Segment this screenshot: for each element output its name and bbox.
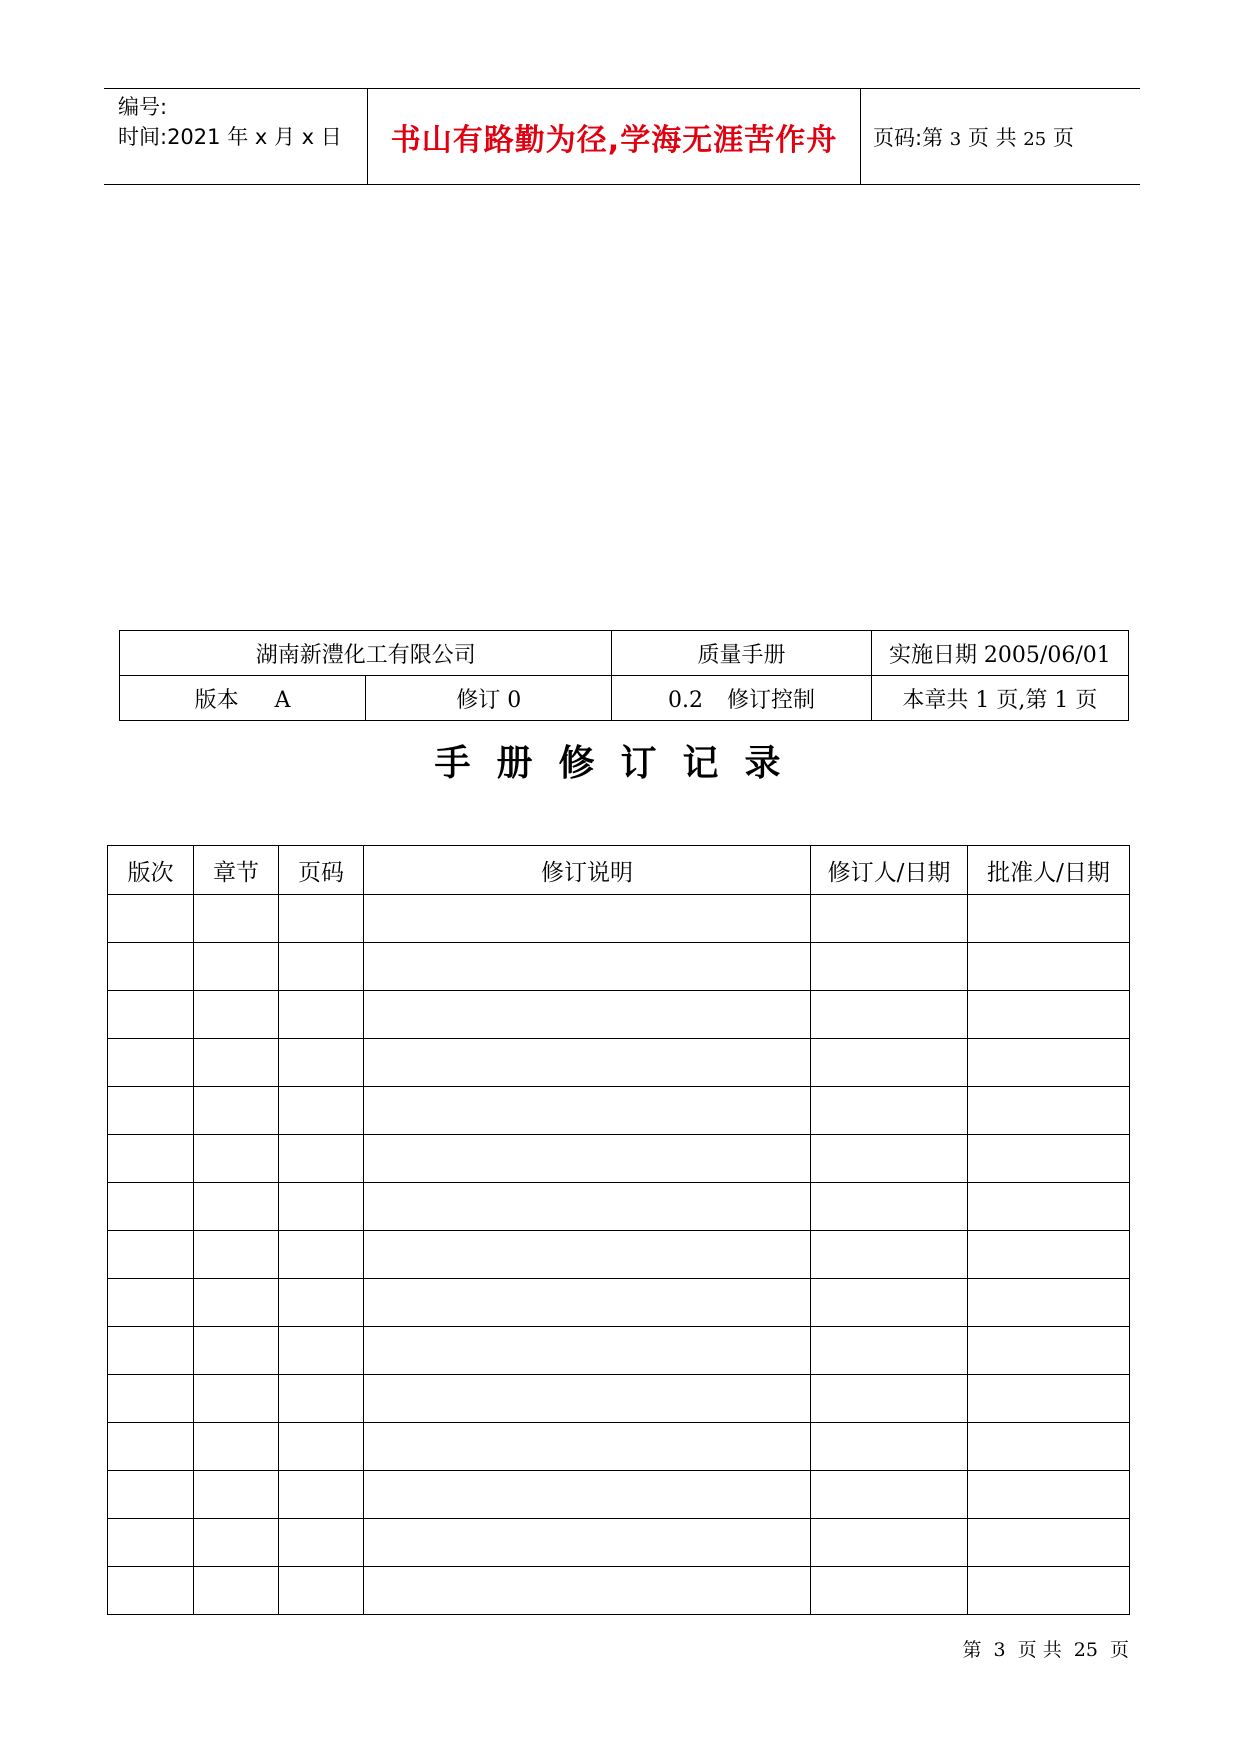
table-cell [811,1183,968,1231]
table-cell [811,1519,968,1567]
effective-date: 实施日期 2005/06/01 [871,631,1128,676]
info-row-1 [120,631,1129,676]
table-row [108,1327,1130,1375]
table-cell [968,943,1130,991]
page-code-label: 页码:第 [873,125,944,150]
table-cell [364,1327,811,1375]
table-cell [364,1279,811,1327]
table-cell [364,1567,811,1615]
table-cell [364,895,811,943]
table-row [108,1471,1130,1519]
table-cell [194,1279,279,1327]
table-cell [279,1135,364,1183]
table-cell [968,1375,1130,1423]
column-header-description: 修订说明 [364,846,811,895]
table-cell [279,1039,364,1087]
table-cell [194,991,279,1039]
column-header-page: 页码 [279,846,364,895]
table-cell [811,1471,968,1519]
table-cell [811,943,968,991]
table-row [108,1519,1130,1567]
table-cell [194,1519,279,1567]
table-row [108,895,1130,943]
table-cell [194,1135,279,1183]
table-cell [279,1567,364,1615]
manual-name: 质量手册 [612,631,871,676]
table-cell [968,1327,1130,1375]
table-cell [364,1375,811,1423]
table-row [108,991,1130,1039]
table-cell [968,1567,1130,1615]
footer-current-page: 3 [993,1639,1006,1661]
table-cell [968,1039,1130,1087]
table-cell [194,1231,279,1279]
table-cell [279,1519,364,1567]
info-row-2 [120,676,1129,721]
table-cell [364,1471,811,1519]
table-row [108,1135,1130,1183]
table-cell [279,895,364,943]
table-cell [108,1423,194,1471]
table-cell [194,1327,279,1375]
version-value: A [274,687,291,713]
table-cell [364,991,811,1039]
header-page-cell [861,89,1140,184]
chapter-pages: 本章共 1 页,第 1 页 [871,676,1128,721]
table-cell [811,1231,968,1279]
table-cell [811,1135,968,1183]
motto-text: 书山有路勤为径,学海无涯苦作舟 [390,122,838,158]
table-cell [968,1519,1130,1567]
table-cell [108,1039,194,1087]
table-cell [811,1423,968,1471]
table-cell [108,943,194,991]
table-cell [108,1327,194,1375]
revision-number: 修订 0 [366,676,612,721]
table-cell [279,1375,364,1423]
time-label: 时间:2021 年 x 月 x 日 [118,125,342,149]
table-cell [108,895,194,943]
table-cell [364,1039,811,1087]
section-cell [612,676,871,721]
page-code-end: 页 [1052,125,1074,150]
table-cell [279,1327,364,1375]
page-title: 手册修订记录 [434,743,807,784]
header-meta-cell [104,89,368,184]
table-row [108,1087,1130,1135]
record-table-body [108,895,1130,1615]
table-cell [364,1423,811,1471]
table-row [108,1279,1130,1327]
table-cell [364,1183,811,1231]
footer-mid: 页 共 [1017,1639,1062,1661]
table-row [108,1039,1130,1087]
table-cell [108,1471,194,1519]
record-header-row [108,846,1130,895]
revision-record-table [107,845,1130,1615]
table-row [108,1183,1130,1231]
table-cell [811,1087,968,1135]
table-cell [194,943,279,991]
table-cell [279,1231,364,1279]
table-cell [279,1183,364,1231]
table-cell [968,895,1130,943]
table-row [108,1423,1130,1471]
table-cell [108,991,194,1039]
table-cell [968,991,1130,1039]
table-cell [364,1087,811,1135]
footer-prefix: 第 [962,1639,982,1661]
table-cell [279,991,364,1039]
footer-total-pages: 25 [1073,1639,1098,1661]
table-cell [279,1279,364,1327]
table-cell [194,1183,279,1231]
column-header-edition: 版次 [108,846,194,895]
column-header-reviser-date: 修订人/日期 [811,846,968,895]
page-footer [956,1635,1129,1662]
table-cell [279,1471,364,1519]
company-name: 湖南新澧化工有限公司 [120,631,612,676]
version-label: 版本 [194,687,239,713]
table-cell [811,1327,968,1375]
table-cell [108,1519,194,1567]
table-cell [364,1135,811,1183]
table-cell [968,1471,1130,1519]
version-cell [120,676,366,721]
table-cell [364,943,811,991]
header-motto-cell [368,89,861,184]
table-cell [811,1039,968,1087]
table-cell [194,1039,279,1087]
table-cell [968,1231,1130,1279]
table-cell [811,1375,968,1423]
table-cell [108,1183,194,1231]
table-cell [108,1231,194,1279]
document-header [104,88,1140,185]
footer-suffix: 页 [1109,1639,1129,1661]
table-cell [108,1087,194,1135]
section-title: 修订控制 [727,687,816,713]
table-cell [811,1279,968,1327]
table-cell [194,1423,279,1471]
table-cell [364,1519,811,1567]
column-header-chapter: 章节 [194,846,279,895]
table-row [108,1375,1130,1423]
table-cell [364,1231,811,1279]
table-cell [108,1279,194,1327]
table-cell [194,1471,279,1519]
section-number: 0.2 [668,687,704,713]
table-cell [279,1423,364,1471]
table-cell [968,1087,1130,1135]
table-cell [108,1567,194,1615]
manual-info-table [119,630,1129,721]
page-code-mid: 页 共 [967,125,1017,150]
page-code-total: 25 [1023,128,1047,150]
table-cell [811,991,968,1039]
table-row [108,943,1130,991]
table-cell [968,1279,1130,1327]
table-cell [811,1567,968,1615]
table-cell [194,1375,279,1423]
table-cell [108,1375,194,1423]
table-row [108,1231,1130,1279]
table-cell [968,1183,1130,1231]
table-cell [279,1087,364,1135]
page-code-current: 3 [949,128,962,150]
table-cell [194,1567,279,1615]
table-cell [194,1087,279,1135]
table-cell [108,1135,194,1183]
table-row [108,1567,1130,1615]
table-cell [279,943,364,991]
header-page-code [873,122,1074,152]
column-header-approver-date: 批准人/日期 [968,846,1130,895]
serial-number-label: 编号: [118,95,168,119]
table-cell [968,1135,1130,1183]
table-cell [811,895,968,943]
table-cell [194,895,279,943]
table-cell [968,1423,1130,1471]
